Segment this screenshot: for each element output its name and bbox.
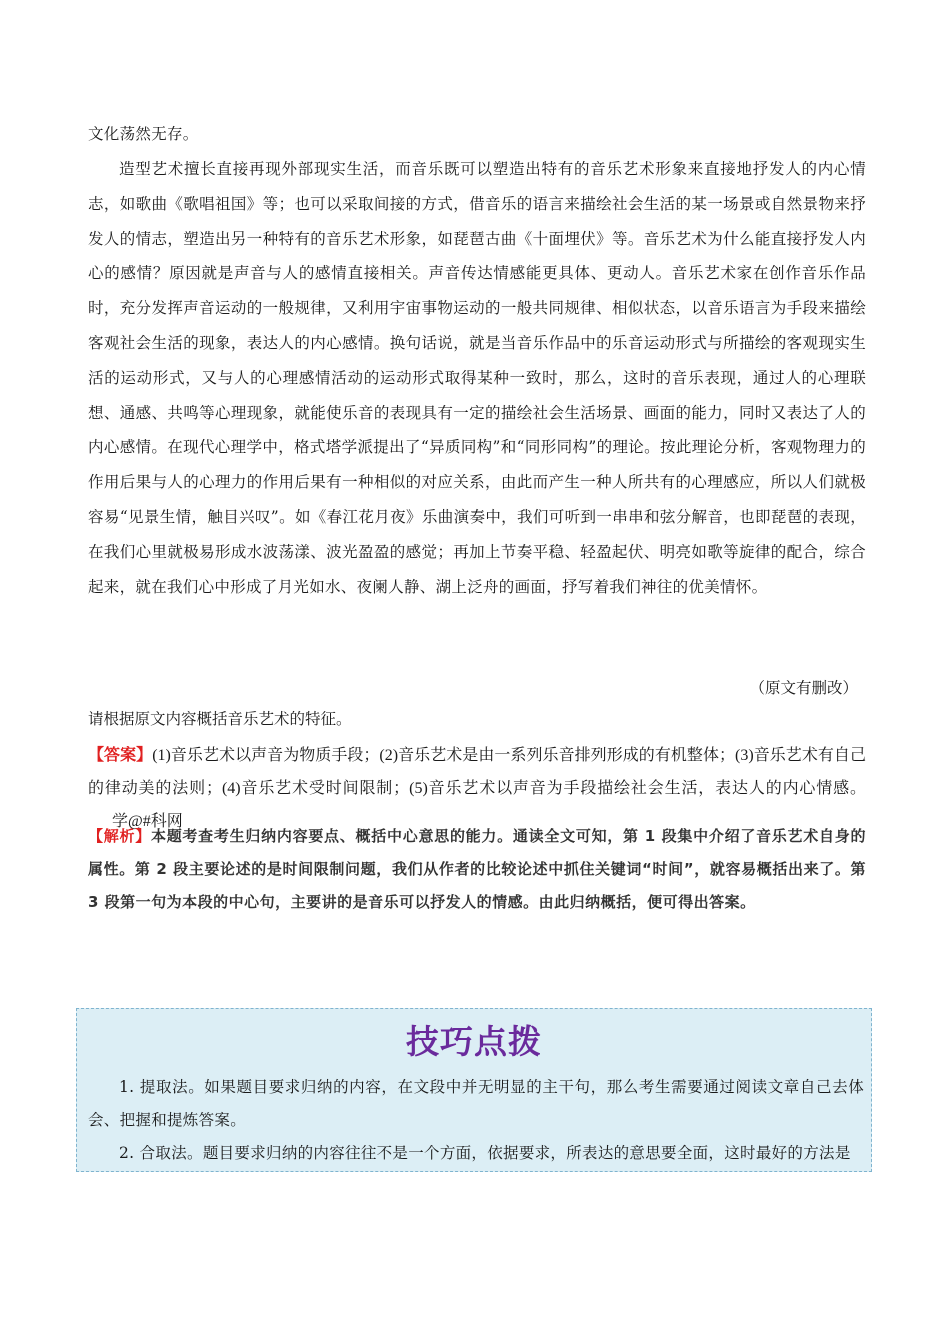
question-text: 请根据原文内容概括音乐艺术的特征。: [88, 710, 352, 728]
tips-title: 技巧点拨: [406, 1022, 542, 1061]
tip-item-1: 1. 提取法。如果题目要求归纳的内容，在文段中并无明显的主干句，那么考生需要通过阅读文章自己去体会、把握和提炼答案。: [88, 1078, 864, 1129]
tips-box: [76, 1008, 872, 1172]
analysis-text: 本题考查考生归纳内容要点、概括中心意思的能力。通读全文可知，第 1 段集中介绍了音乐艺术自身的属性。第 2 段主要论述的是时间限制问题，我们从作者的比较论述中抓住关键词“时间”，就容易概括出来了。第 3 段第一句为本段的中心句，主要讲的是音乐可以抒发人的情感。由此归纳概括，便可得出答案。: [88, 827, 866, 911]
passage-paragraph-2: 造型艺术擅长直接再现外部现实生活，而音乐既可以塑造出特有的音乐艺术形象来直接地抒发人的内心情志，如歌曲《歌唱祖国》等；也可以采取间接的方式，借音乐的语言来描绘社会生活的某一场景或自然景物来抒发人的情志，塑造出另一种特有的音乐艺术形象，如琵琶古曲《十面埋伏》等。音乐艺术为什么能直接抒发人内心的感情？原因就是声音与人的感情直接相关。声音传达情感能更具体、更动人。音乐艺术家在创作音乐作品时，充分发挥声音运动的一般规律，又利用宇宙事物运动的一般共同规律、相似状态，以音乐语言为手段来描绘客观社会生活的现象，表达人的内心感情。换句话说，就是当音乐作品中的乐音运动形式与所描绘的客观现实生活的运动形式，又与人的心理感情活动的运动形式取得某种一致时，那么，这时的音乐表现，通过人的心理联想、通感、共鸣等心理现象，就能使乐音的表现具有一定的描绘社会生活场景、画面的能力，同时又表达了人的内心感情。在现代心理学中，格式塔学派提出了“异质同构”和“同形同构”的理论。按此理论分析，客观物理力的作用后果与人的心理力的作用后果有一种相似的对应关系，由此而产生一种人所共有的心理感应，所以人们就极容易“见景生情，触目兴叹”。如《春江花月夜》乐曲演奏中，我们可听到一串串和弦分解音，也即琵琶的表现，在我们心里就极易形成水波荡漾、波光盈盈的感觉；再加上节奏平稳、轻盈起伏、明亮如歌等旋律的配合，综合起来，就在我们心中形成了月光如水、夜阑人静、湖上泛舟的画面，抒写着我们神往的优美情怀。: [88, 160, 866, 596]
watermark-text: 学@#科网: [112, 813, 183, 830]
analysis-tag: 【解析】: [88, 827, 151, 845]
answer-text: (1)音乐艺术以声音为物质手段；(2)音乐艺术是由一系列乐音排列形成的有机整体；(3)音乐艺术有自己的律动美的法则；(4)音乐艺术受时间限制；(5)音乐艺术以声音为手段描绘社会生活，表达人的内心情感。: [88, 747, 866, 797]
source-note: （原文有删改）: [749, 679, 858, 697]
tip-item-2: 2. 合取法。题目要求归纳的内容往往不是一个方面，依据要求，所表达的意思要全面，这时最好的方法是: [119, 1144, 851, 1162]
passage-paragraph-1: 文化荡然无存。: [88, 125, 199, 143]
analysis-block: [88, 820, 866, 919]
tips-body: [88, 1071, 864, 1170]
answer-tag: 【答案】: [88, 747, 153, 764]
